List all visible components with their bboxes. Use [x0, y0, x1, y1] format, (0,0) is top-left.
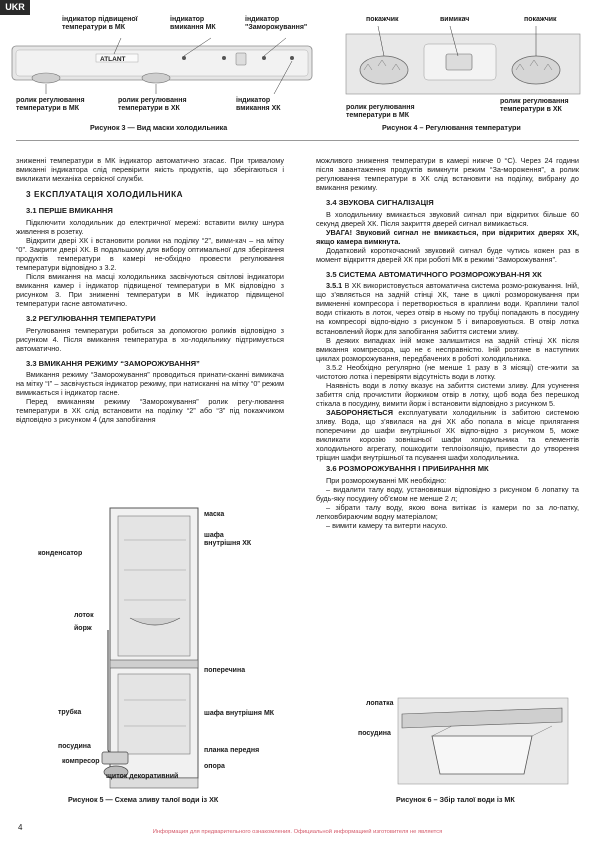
switch-shape [446, 54, 472, 70]
section-divider [16, 140, 579, 141]
drainage-scheme-illustration [100, 500, 210, 796]
label-tray: лоток [74, 612, 94, 619]
paragraph: Перед вмиканням режиму “Заморожування” ролик регу-лювання температури в ХК слід встановити на подiлку “2” або “3” під покажчиком відповідно з рисунком 4 (для запобігання [16, 397, 284, 425]
clause-text: В ХК використовується автоматична система розмо-рожування. Іній, що з’являється на задній стінці ХК, тане в циклі розморожування при вимкненні компресора і перетворюється в краплини води. Краплини талої води стікають в лоток, через отвір в ньому по трубці попадають в посудину на компресорі відпо-відно з рисунком 5 і випаровуються. В отвір лотка встановлений йорж для запобігання забиття системи зливу. [316, 281, 579, 336]
label-gutter-brush: йорж [74, 625, 92, 632]
paragraph: Наявність води в лотку вказує на забиття системи зливу. Для усунення забиття слід прочистити йоржиком отвір в лотку, щоб вода без перешкод стікала в посудину, вимити йорж і встановити відповідно з рисунком 5. [316, 380, 579, 408]
label-decorative-shield: щиток декоративний [106, 773, 179, 780]
label-roller-xk: ролик регулювання температури в ХК [118, 97, 187, 113]
label-container: посудина [58, 743, 91, 750]
label-pointer-right: покажчик [524, 16, 557, 23]
melt-water-collection-illustration [392, 696, 572, 788]
left-column [16, 156, 284, 424]
subsection-heading-3-6: 3.6 РОЗМОРОЖУВАННЯ І ПРИБИРАННЯ МК [326, 464, 489, 474]
label-roller-mk-fig4: ролик регулювання температури в МК [346, 104, 415, 120]
label-freeze-indicator: індикатор "Заморожування" [245, 16, 308, 32]
label-mask: маска [204, 511, 225, 518]
paragraph: зниженні температури в МК індикатор автоматично згасає. При тривалому вмиканні індикатора слід перевірити якість продуктів, що зберігаються і викликати механіка сервісної служби. [16, 156, 284, 184]
label-mk-on-indicator: індикатор вмикання МК [170, 16, 216, 32]
paragraph: можливого зниження температури в камері нижче 0 °С). Через 24 години після завантаження продуктів вимкнути режим “За-мороження”, а ролик регулювання температури в ХК слід встановити на подiлку, вибрану до вмикання режиму. [316, 156, 579, 193]
freeze-switch [236, 53, 246, 65]
label-xk-on-indicator: індикатор вмикання ХК [236, 97, 281, 113]
paragraph: Після вмикання на масці холодильника засвічуються світлові індикатори вмикання камер і індикатор підвищеної температури в МК відповідно з рисунком 3. При зниженні температури в МК індикатор підвищеної температури гасне автоматично. [16, 272, 284, 309]
paragraph: – вимити камеру та витерти насухо. [326, 520, 448, 530]
label-condenser: конденсатор [38, 550, 83, 557]
paragraph: Регулювання температури робиться за допомогою роликів відповідно з рисунком 4. Після вмикання температура в хо-лодильнику підтримується автоматично. [16, 325, 284, 353]
footer-disclaimer: Информация для предварительного ознакомления. Официальной информацией изготовителя не является [152, 829, 443, 835]
paragraph: – видалити талу воду, установивши відповідно з рисунком 6 лопатку та будь-яку посудину об’ємом не менше 2 л; [316, 484, 579, 503]
paragraph: Відкрити дверi ХК і встановити ролики на подiлку “2”, вими-кач – на мітку “0”. Закрити дверi ХК. В подальшому для вибору оптимальної для зберігання продуктів температури в камері не-обхідно провести регулювання температури відповідно з 3.2. [16, 235, 284, 272]
label-front-bar: планка передня [204, 747, 260, 754]
label-scoop: лопатка [366, 700, 394, 707]
label-mk-high-temp-indicator: індикатор підвищеної температури в МК [62, 16, 138, 32]
mk-high-temp-indicator-light [222, 56, 226, 60]
fridge-mask-illustration [6, 36, 318, 96]
figure-6-caption: Рисунок 6 – Збір талої води із МК [396, 795, 515, 804]
paragraph: В деяких випадках іній може залишитися на задній стінці ХК після вмикання компресора, що не є несправністю. Іній розтане в наступних циклах розморожування, передбачених в роботі холодильника. [316, 335, 579, 363]
label-switch: вимикач [440, 16, 470, 23]
label-compressor: компресор [62, 758, 100, 765]
roller-mk [32, 73, 60, 83]
label-tube: трубка [58, 709, 82, 716]
paragraph: – зібрати талу воду, якою вона витікає із камери по за ло-патку, легковбираючим водну матеріалом; [316, 502, 579, 521]
roller-xk-shape [512, 56, 560, 84]
paragraph [316, 363, 579, 381]
container-shape [102, 752, 128, 764]
paragraph: Вмикання режиму “Заморожування” проводиться принати-сканні вимикача на мітку “I” – засвічується індикатор режиму, при натисканні на мітку “0” режим вимикається і індикатор гасне. [16, 370, 284, 398]
label-xk-inner-cabinet: шафа внутрішня ХК [204, 532, 252, 548]
label-support: опора [204, 763, 225, 770]
label-mk-inner-cabinet: шафа внутрішня МК [204, 710, 275, 717]
figure-5-caption: Рисунок 5 — Схема зливу талої води із ХК [68, 795, 219, 804]
clause-text: Необхідно регулярно (не менше 1 разу в 3 місяці) сте-жити за чистотою лотка і перевіряти відсутність води в лотку. [316, 362, 579, 381]
figure-3-caption: Рисунок 3 — Вид маски холодильника [90, 123, 228, 132]
label-pointer-left: покажчик [366, 16, 399, 23]
page-number: 4 [18, 823, 23, 832]
paragraph: Додатковий короткочасний звуковий сигнал буде чутиcь кожен раз в момент відкриття дверей ХК при роботі МК в режимі “Заморожування”. [316, 245, 579, 264]
roller-xk [142, 73, 170, 83]
language-tag: UKR [0, 0, 30, 15]
crossbar-shape [110, 660, 198, 668]
figure-4-caption: Рисунок 4 – Регулювання температури [382, 123, 521, 132]
paragraph [316, 408, 579, 462]
roller-mk-shape [360, 56, 408, 84]
clause-text: експлуатувати холодильник із забитою системою зливу. Вода, що з’явилася на дні ХК або попала в місце прилягання поперечини до шафи внутрішньої ХК відпо-відно з рисунком 5, може викликати корозію зовнішньої шафи холодильника та елементів холодильного агрегату, пошкодити теплоізоляцію, привести до утворення тріщин шафи внутрішньої та псування шафи холодильника. [316, 407, 579, 463]
subsection-heading-3-1: 3.1 ПЕРШЕ ВМИКАННЯ [26, 206, 113, 216]
temperature-control-illustration [344, 26, 584, 104]
section-heading: 3 ЕКСПЛУАТАЦІЯ ХОЛОДИЛЬНИКА [26, 190, 184, 200]
prohibition-word: ЗАБОРОНЯЄТЬСЯ [326, 407, 393, 417]
brand-logo: ATLANT [100, 56, 126, 63]
label-container-fig6: посудина [358, 730, 391, 737]
label-crossbar: поперечина [204, 667, 246, 674]
warning-paragraph: УВАГА! Звуковий сигнал не вмикається, при відкритих дверях ХК, якщо камера вимкнута. [316, 227, 579, 246]
subsection-heading-3-4: 3.4 ЗВУКОВА СИГНАЛІЗАЦІЯ [326, 198, 434, 208]
freeze-indicator-light [262, 56, 266, 60]
clause-number: 3.5.1 [326, 281, 343, 291]
paragraph: При розморожуванні МК необхідно: [326, 475, 447, 485]
clause-number: 3.5.2 [326, 362, 343, 372]
paragraph [316, 281, 579, 335]
container-shape [432, 736, 532, 774]
paragraph: В холодильнику вмикається звуковий сигнал при відкритих більше 60 секунд дверей ХК. Після закриття дверей сигнал вимикається. [316, 209, 579, 228]
label-roller-xk-fig4: ролик регулювання температури в ХК [500, 98, 569, 114]
label-roller-mk: ролик регулювання температури в МК [16, 97, 85, 113]
subsection-heading-3-3: 3.3 ВМИКАННЯ РЕЖИМУ “ЗАМОРОЖУВАННЯ” [26, 358, 200, 368]
right-column [316, 156, 579, 530]
xk-on-indicator-light [290, 56, 294, 60]
subsection-heading-3-5: 3.5 СИСТЕМА АВТОМАТИЧНОГО РОЗМОРОЖУВАН-НЯ ХК [326, 269, 542, 279]
mk-on-indicator-light [182, 56, 186, 60]
paragraph: Підключити холодильник до електричної мережі: вставити вилку шнура живлення в розетку. [16, 217, 284, 236]
subsection-heading-3-2: 3.2 РЕГУЛЮВАННЯ ТЕМПЕРАТУРИ [26, 314, 156, 324]
